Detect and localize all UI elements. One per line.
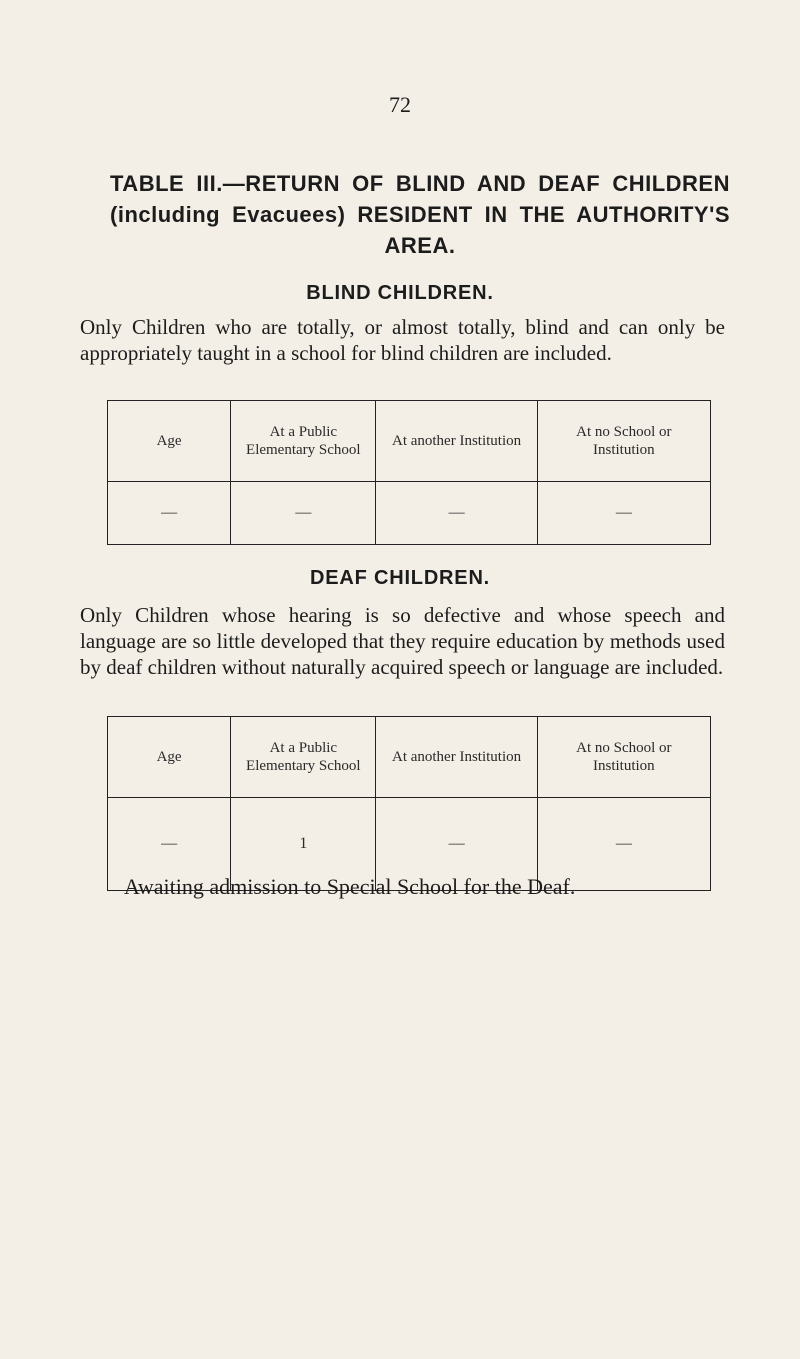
cell-public-elementary-school: 1 bbox=[231, 798, 376, 891]
cell-age: — bbox=[108, 482, 231, 545]
column-header-public-elementary-school: At a Public Elementary School bbox=[231, 717, 376, 798]
table-title: TABLE III.—RETURN OF BLIND AND DEAF CHILDREN (including Evacuees) RESIDENT IN THE AUTHORITY'S AREA. bbox=[110, 171, 730, 258]
deaf-children-heading: DEAF CHILDREN. bbox=[309, 567, 491, 589]
blind-children-description: Only Children who are totally, or almost totally, blind and can only be appropriately taught in a school for blind children are included. bbox=[80, 315, 725, 365]
cell-another-institution: — bbox=[376, 482, 537, 545]
blind-children-table bbox=[107, 400, 711, 545]
cell-no-school: — bbox=[537, 798, 710, 891]
blind-children-heading: BLIND CHILDREN. bbox=[306, 282, 494, 304]
column-header-age: Age bbox=[108, 401, 231, 482]
cell-another-institution: — bbox=[376, 798, 537, 891]
column-header-another-institution: At another Institution bbox=[376, 717, 537, 798]
deaf-children-description: Only Children whose hearing is so defective and whose speech and language are so little developed that they require education by methods used by deaf children without naturally acquired speech or language are included. bbox=[80, 603, 725, 679]
column-header-no-school: At no School or Institution bbox=[537, 717, 710, 798]
table-header-row bbox=[108, 401, 711, 482]
footnote: Awaiting admission to Special School for the Deaf. bbox=[124, 874, 576, 899]
page-number: 72 bbox=[389, 92, 411, 117]
column-header-age: Age bbox=[108, 717, 231, 798]
cell-age: — bbox=[108, 798, 231, 891]
column-header-another-institution: At another Institution bbox=[376, 401, 537, 482]
cell-no-school: — bbox=[537, 482, 710, 545]
column-header-no-school: At no School or Institution bbox=[537, 401, 710, 482]
table-header-row bbox=[108, 717, 711, 798]
cell-public-elementary-school: — bbox=[231, 482, 376, 545]
table-row bbox=[108, 482, 711, 545]
column-header-public-elementary-school: At a Public Elementary School bbox=[231, 401, 376, 482]
deaf-children-table bbox=[107, 716, 711, 891]
